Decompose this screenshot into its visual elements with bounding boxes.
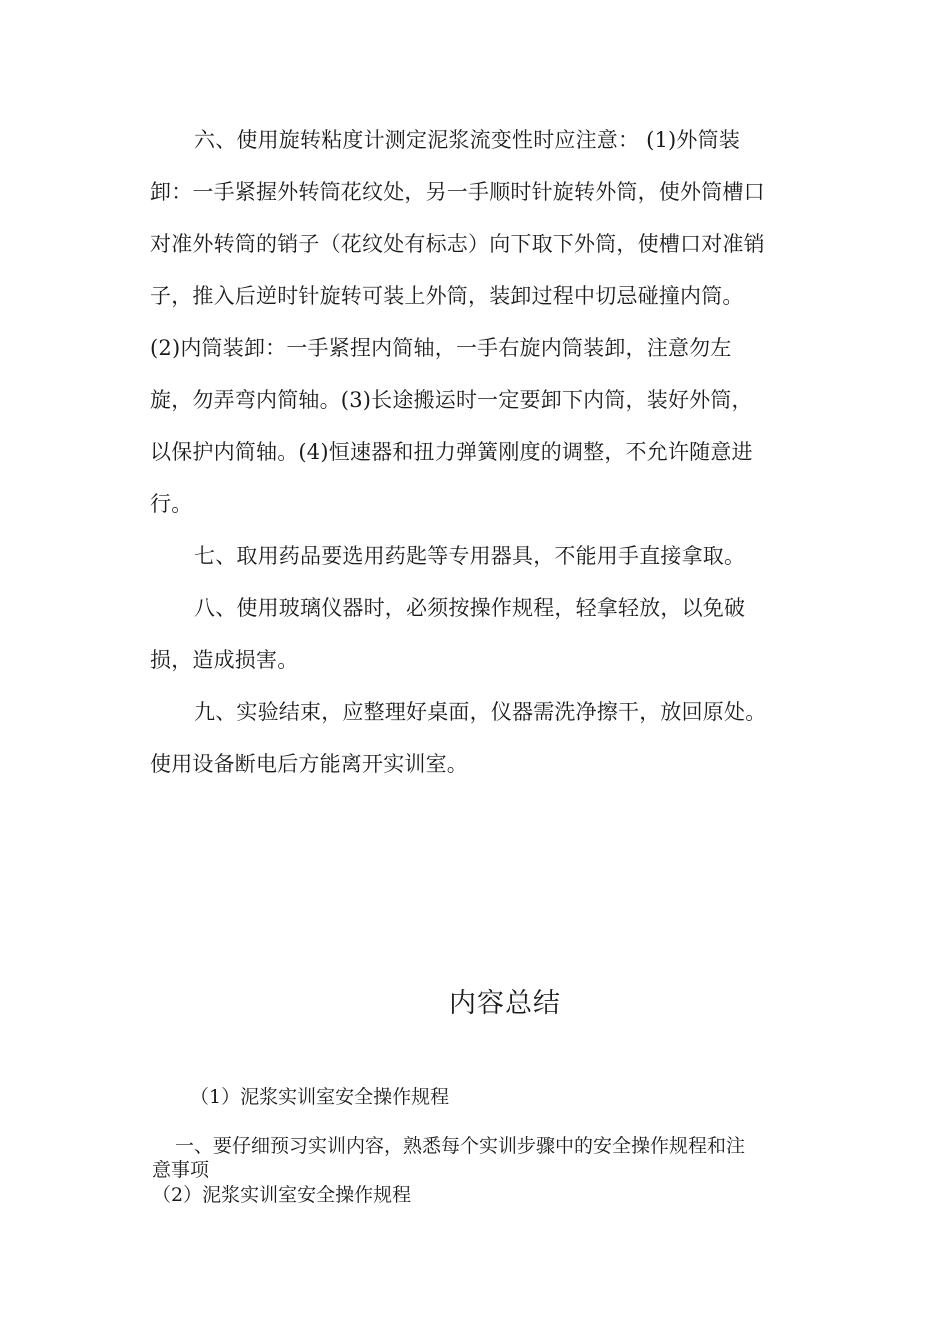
body-text <box>150 114 802 790</box>
paragraph-line: 九、实验结束，应整理好桌面，仪器需洗净擦干，放回原处。 <box>194 700 767 724</box>
summary-item-3: （2）泥浆实训室安全操作规程 <box>152 1184 412 1206</box>
paragraph-line: 损，造成损害。 <box>150 648 299 672</box>
paragraph-line: 使用设备断电后方能离开实训室。 <box>150 752 468 776</box>
paragraph-line: (2)内筒装卸：一手紧捏内简轴，一手右旋内筒装卸，注意勿左 <box>150 336 732 360</box>
summary-title: 内容总结 <box>449 988 561 1019</box>
summary-item-2-line-1: 一、要仔细预习实训内容，熟悉每个实训步骤中的安全操作规程和注 <box>175 1135 746 1157</box>
paragraph-line: 八、使用玻璃仪器时，必须按操作规程，轻拿轻放，以免破 <box>194 596 746 620</box>
summary-item-1: （1）泥浆实训室安全操作规程 <box>190 1086 450 1108</box>
paragraph-line: 对准外转筒的销子（花纹处有标志）向下取下外筒，使槽口对准销 <box>150 232 765 256</box>
paragraph-line: 旋，勿弄弯内简轴。(3)长途搬运时一定要卸下内筒，装好外筒， <box>150 388 753 412</box>
paragraph-line: 六、使用旋转粘度计测定泥浆流变性时应注意： (1)外筒装 <box>194 128 741 152</box>
paragraph-line: 七、取用药品要选用药匙等专用器具，不能用手直接拿取。 <box>194 544 746 568</box>
paragraph-line: 以保护内简轴。(4)恒速器和扭力弹簧刚度的调整，不允许随意进 <box>150 440 753 464</box>
paragraph-line: 子，推入后逆时针旋转可装上外筒，装卸过程中切忌碰撞内筒。 <box>150 284 744 308</box>
paragraph-line: 卸：一手紧握外转筒花纹处，另一手顺时针旋转外筒，使外筒槽口 <box>150 180 765 204</box>
summary-item-2-line-2: 意事项 <box>152 1159 210 1181</box>
paragraph-line: 行。 <box>150 492 193 516</box>
